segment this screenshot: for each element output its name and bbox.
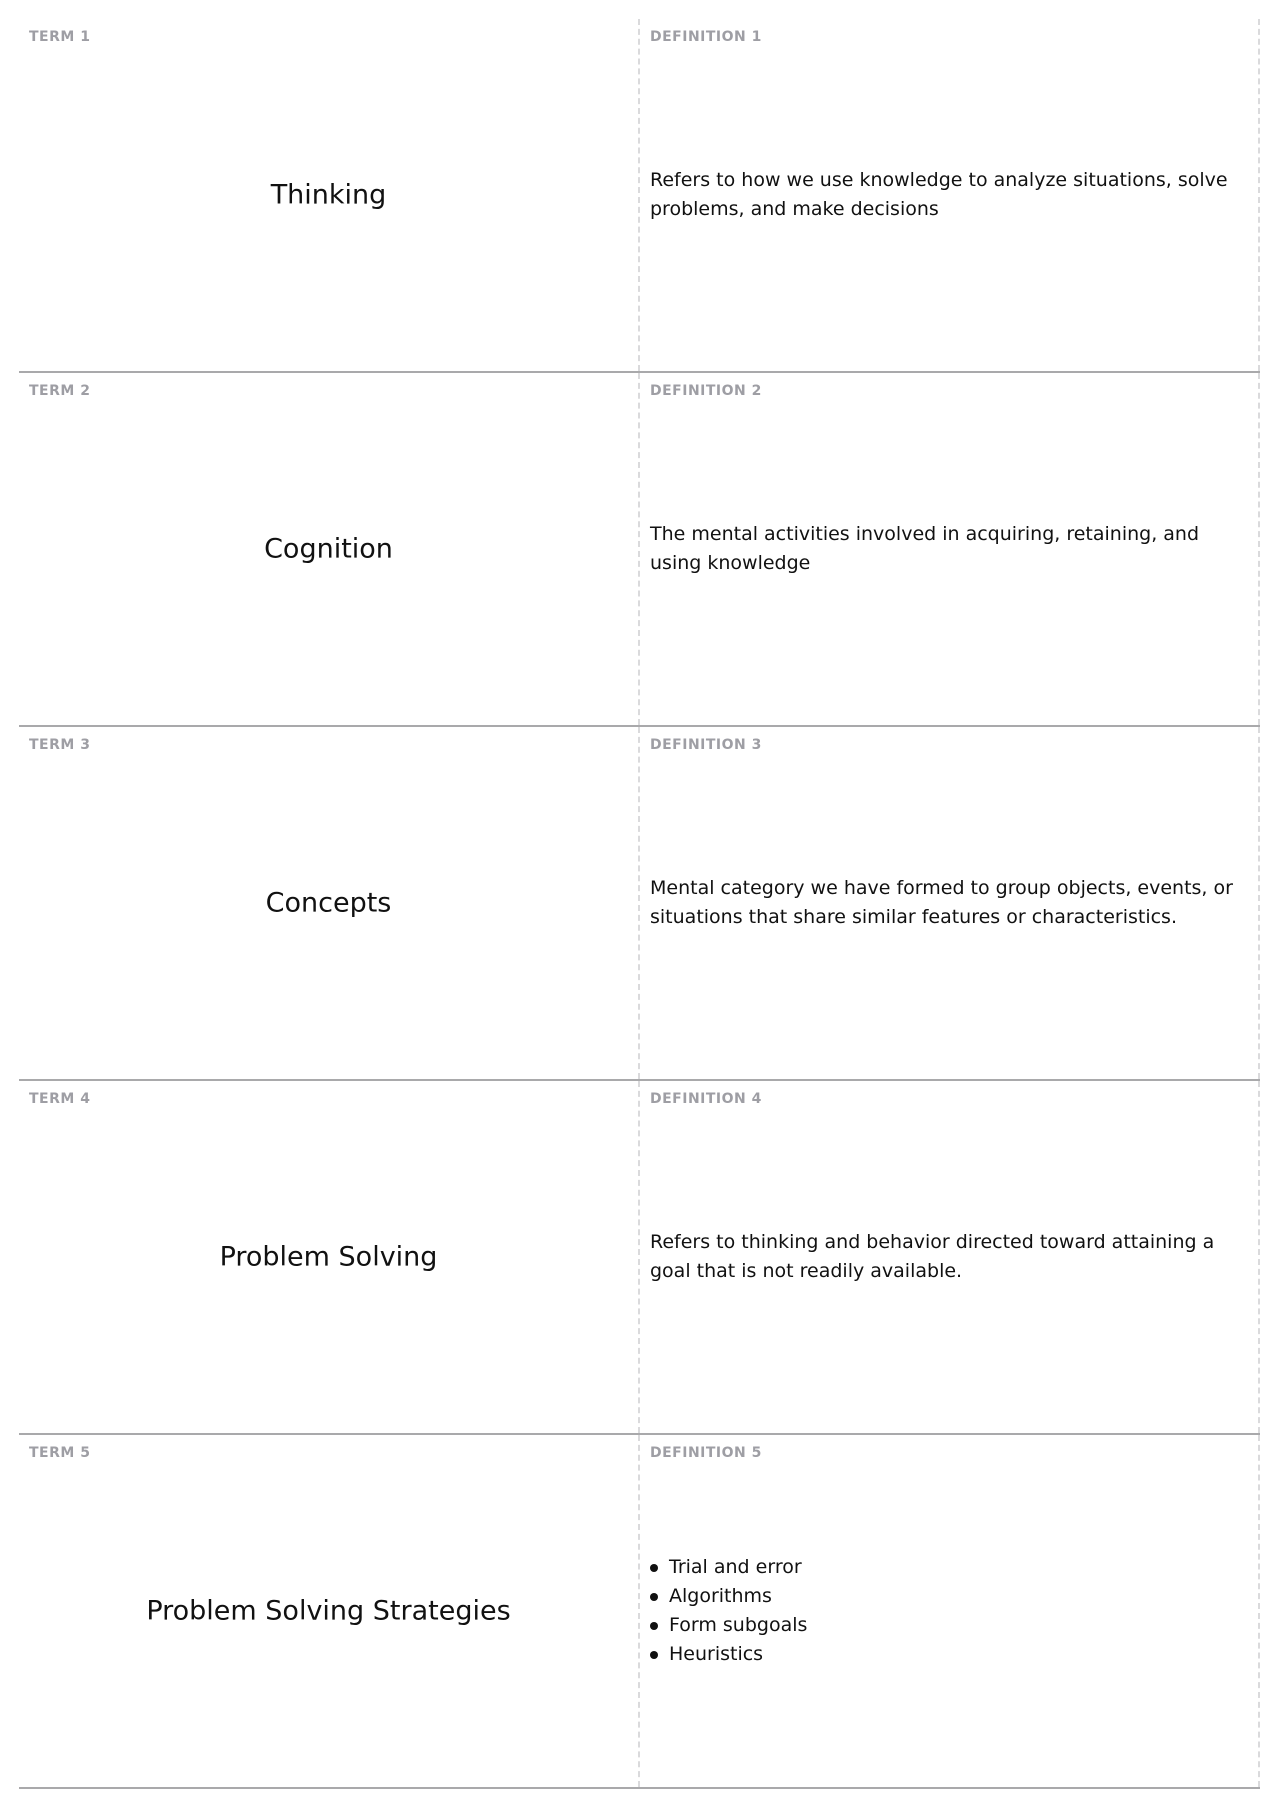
- list-item-text: Algorithms: [669, 1585, 772, 1607]
- definition-cell-5: [640, 1435, 1260, 1787]
- definition-cell-4: [640, 1081, 1260, 1433]
- bullet-icon: [650, 1564, 658, 1572]
- definition-label: DEFINITION 5: [650, 1445, 762, 1461]
- bullet-icon: [650, 1593, 658, 1601]
- definition-text: The mental activities involved in acquiring, retaining, and using knowledge: [650, 523, 1200, 574]
- term-label: TERM 1: [29, 29, 91, 45]
- term-label: TERM 2: [29, 383, 91, 399]
- term-cell-1: [19, 19, 640, 371]
- term-text: Concepts: [265, 887, 392, 919]
- list-item-text: Form subgoals: [669, 1614, 808, 1636]
- term-label: TERM 5: [29, 1445, 91, 1461]
- bullet-icon: [650, 1622, 658, 1630]
- term-text: Problem Solving Strategies: [146, 1595, 511, 1627]
- term-cell-3: [19, 727, 640, 1079]
- definition-cell-2: [640, 373, 1260, 725]
- flashcard-row-1: [19, 19, 1260, 373]
- definition-cell-3: [640, 727, 1260, 1079]
- flashcard-sheet: [19, 19, 1260, 1789]
- definition-text: Refers to how we use knowledge to analyze situations, solve problems, and make decisions: [650, 169, 1228, 220]
- list-item: [650, 1640, 1248, 1669]
- definition-label: DEFINITION 4: [650, 1091, 762, 1107]
- flashcard-row-3: [19, 727, 1260, 1081]
- definition-text: Refers to thinking and behavior directed toward attaining a goal that is not readily available.: [650, 1231, 1215, 1282]
- flashcard-row-5: [19, 1435, 1260, 1789]
- list-item-text: Heuristics: [669, 1643, 764, 1665]
- term-text: Thinking: [270, 179, 387, 211]
- list-item: [650, 1582, 1248, 1611]
- list-item: [650, 1611, 1248, 1640]
- bullet-icon: [650, 1651, 658, 1659]
- term-label: TERM 4: [29, 1091, 91, 1107]
- term-text: Problem Solving: [219, 1241, 438, 1273]
- list-item: [650, 1553, 1248, 1582]
- term-text: Cognition: [264, 533, 393, 565]
- list-item-text: Trial and error: [669, 1556, 802, 1578]
- definition-label: DEFINITION 2: [650, 383, 762, 399]
- term-cell-2: [19, 373, 640, 725]
- definition-label: DEFINITION 3: [650, 737, 762, 753]
- definition-cell-1: [640, 19, 1260, 371]
- definition-text: Mental category we have formed to group objects, events, or situations that share similar features or characteristics.: [650, 877, 1233, 928]
- flashcard-row-2: [19, 373, 1260, 727]
- term-cell-5: [19, 1435, 640, 1787]
- term-label: TERM 3: [29, 737, 91, 753]
- flashcard-row-4: [19, 1081, 1260, 1435]
- definition-list: [650, 1553, 1248, 1669]
- definition-list-container: [650, 1553, 1248, 1669]
- definition-label: DEFINITION 1: [650, 29, 762, 45]
- term-cell-4: [19, 1081, 640, 1433]
